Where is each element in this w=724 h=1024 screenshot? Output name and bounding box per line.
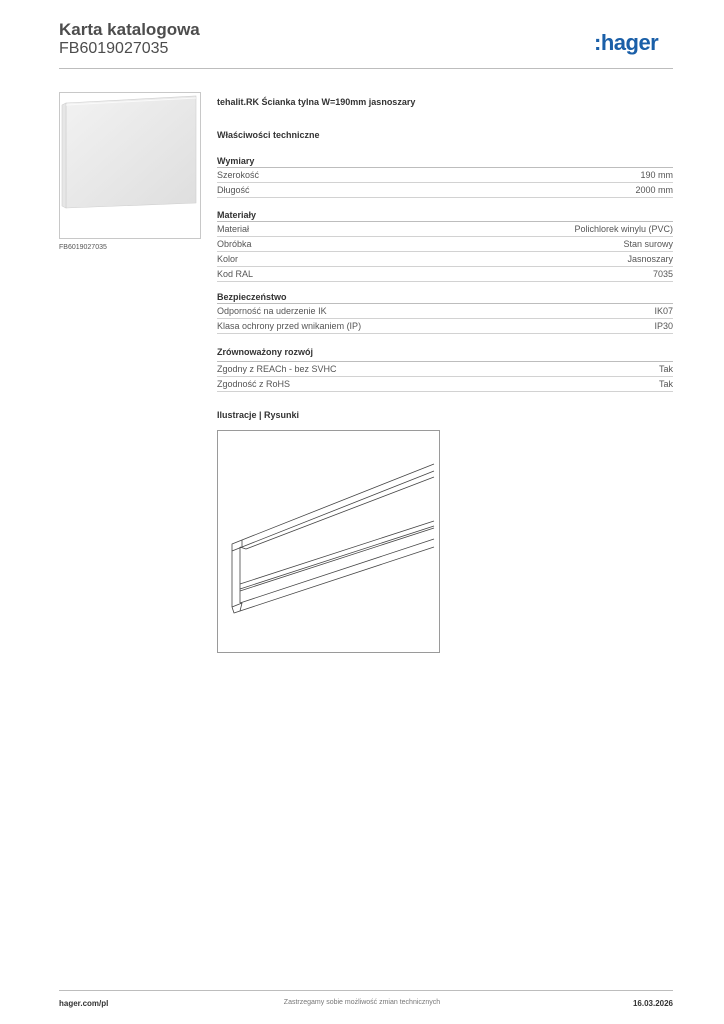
hager-logo — [594, 30, 674, 56]
technical-drawing-frame — [217, 430, 440, 653]
spec-value: 7035 — [652, 269, 673, 279]
spec-row — [217, 168, 673, 183]
section-title: Zrównoważony rozwój — [217, 347, 313, 357]
header-divider — [59, 68, 673, 69]
product-name: tehalit.RK Ścianka tylna W=190mm jasnoszary — [217, 97, 416, 107]
section-sustainability — [217, 346, 673, 392]
spec-value: Jasnoszary — [627, 254, 673, 264]
spec-value: IP30 — [654, 321, 673, 331]
product-image-caption: FB6019027035 — [59, 244, 107, 251]
illustrations-title: Ilustracje | Rysunki — [217, 410, 300, 420]
spec-label: Kolor — [217, 254, 239, 264]
spec-value: Stan surowy — [623, 239, 673, 249]
spec-value: 2000 mm — [635, 185, 673, 195]
spec-label: Zgodny z REACh - bez SVHC — [217, 364, 337, 374]
document-title: Karta katalogowa — [59, 20, 200, 39]
spec-row — [217, 377, 673, 392]
spec-row — [217, 267, 673, 282]
spec-value: Polichlorek winylu (PVC) — [574, 224, 673, 234]
section-title: Wymiary — [217, 156, 255, 166]
spec-row — [217, 319, 673, 334]
spec-row — [217, 252, 673, 267]
spec-value: 190 mm — [640, 170, 673, 180]
spec-label: Obróbka — [217, 239, 252, 249]
spec-value: Tak — [658, 364, 673, 374]
spec-label: Zgodność z RoHS — [217, 379, 291, 389]
technical-properties-title: Właściwości techniczne — [217, 130, 320, 140]
spec-row — [217, 237, 673, 252]
footer-divider — [59, 990, 673, 991]
spec-label: Kod RAL — [217, 269, 254, 279]
spec-label: Klasa ochrony przed wnikaniem (IP) — [217, 321, 362, 331]
hager-logo-text: :hager — [594, 30, 659, 55]
section-safety — [217, 291, 673, 334]
product-code: FB6019027035 — [59, 40, 169, 57]
spec-label: Materiał — [217, 224, 250, 234]
spec-label: Odporność na uderzenie IK — [217, 306, 327, 316]
product-image-frame — [59, 92, 201, 239]
footer-date: 16.03.2026 — [632, 999, 673, 1008]
spec-label: Szerokość — [217, 170, 260, 180]
spec-label: Długość — [217, 185, 250, 195]
spec-row — [217, 362, 673, 377]
footer-disclaimer: Zastrzegamy sobie możliwość zmian technicznych — [283, 999, 441, 1006]
product-image — [60, 93, 200, 238]
section-title: Bezpieczeństwo — [217, 292, 287, 302]
section-materials — [217, 209, 673, 282]
spec-value: IK07 — [654, 306, 673, 316]
technical-drawing — [218, 431, 439, 652]
section-title: Materiały — [217, 210, 257, 220]
section-dimensions — [217, 155, 673, 198]
spec-row — [217, 222, 673, 237]
footer-website-link[interactable]: hager.com/pl — [59, 999, 109, 1008]
spec-row — [217, 183, 673, 198]
spec-row — [217, 304, 673, 319]
spec-value: Tak — [658, 379, 673, 389]
